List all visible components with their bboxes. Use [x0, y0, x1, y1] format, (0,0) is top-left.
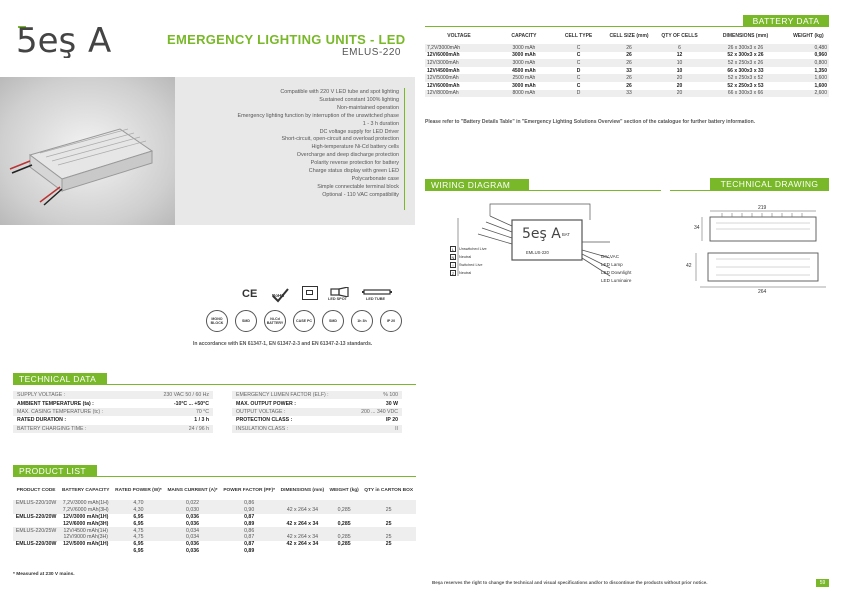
battery-cell: 52 x 250x3 x 52 [703, 74, 788, 82]
tech-row [232, 391, 402, 399]
battery-cell: 26 [626, 82, 632, 89]
tech-value: 200 ... 340 VDC [350, 408, 402, 416]
product-row [13, 500, 416, 507]
product-cell [361, 527, 416, 534]
technical-data-header: TECHNICAL DATA [13, 373, 107, 385]
battery-cell: 26 [626, 52, 632, 59]
battery-cell: 3000 mAh [512, 82, 536, 89]
tech-row [232, 425, 402, 433]
tech-row [232, 408, 402, 416]
feature-item: Compatible with 220 V LED tube and spot lighting [280, 89, 399, 95]
product-cell [13, 534, 59, 541]
product-cell: 0,89 [244, 547, 255, 554]
drawing-width-bottom: 264 [758, 289, 767, 295]
tech-value: % 100 [350, 391, 402, 399]
product-cell: 0,022 [165, 500, 221, 507]
tech-row [13, 416, 213, 424]
product-cell [361, 548, 416, 555]
led-tube-icon [362, 289, 392, 297]
product-col-header: RATED POWER (W)* [115, 488, 162, 493]
battery-cell: 20 [676, 82, 683, 89]
tech-row [13, 391, 213, 399]
feature-item: Polarity reverse protection for battery [310, 160, 399, 167]
svg-text:A: A [88, 21, 112, 58]
product-cell: 42 x 264 x 34 [286, 541, 319, 548]
standards-note: In accordance with EN 61347-1, EN 61347-2-3 and EN 61347-2-13 standards. [193, 341, 373, 347]
drawing-height-bottom: 42 [686, 263, 692, 269]
product-cell: 25 [385, 541, 392, 548]
tech-row [13, 399, 213, 407]
feature-badge-icon: IP 20 [380, 310, 402, 332]
battery-row [425, 90, 829, 98]
product-cell: 0,87 [244, 541, 255, 548]
product-row [13, 514, 416, 521]
product-cell: 12V/3000 mAh(1H) [63, 513, 109, 520]
feature-item: Polycarbonate case [351, 175, 399, 182]
feature-item: Optional - 110 VAC compatibility [322, 191, 399, 198]
battery-cell: 10 [656, 59, 703, 67]
product-cell: 0,285 [327, 534, 361, 541]
feature-item: Charge status display with green LED [308, 168, 399, 175]
wiring-model-label: EMLUS-220 [526, 250, 549, 255]
battery-cell: 12V/5000mAh [425, 74, 493, 82]
battery-cell: 0,960 [814, 52, 827, 59]
technical-drawing-header: TECHNICAL DRAWING [710, 178, 829, 190]
product-col-header: PRODUCT CODE [16, 488, 56, 493]
drawing-height-top: 34 [694, 225, 700, 231]
battery-cell: 3000 mAh [493, 59, 555, 67]
product-cell [361, 500, 416, 507]
feature-item: Short-circuit, open-circuit and overload protection [281, 136, 399, 143]
product-cell: 0,030 [165, 507, 221, 514]
technical-data-rule [13, 384, 416, 385]
product-cell [327, 548, 361, 555]
battery-cell: 52 x 250x3 x 26 [703, 59, 788, 67]
product-cell: 4,75 [112, 534, 164, 541]
feature-item: Sustained constant 100% lighting [319, 96, 399, 103]
tech-label: OUTPUT VOLTAGE : [232, 408, 350, 416]
product-cell: 0,036 [186, 547, 199, 554]
product-cell: 0,285 [337, 541, 351, 548]
product-cell: 0,90 [220, 507, 277, 514]
tech-row [232, 416, 402, 424]
wiring-terminal-label: Z [451, 271, 455, 276]
battery-cell: 52 x 250x3 x 53 [727, 82, 764, 89]
product-cell: 42 x 264 x 34 [286, 520, 319, 527]
battery-row [425, 52, 829, 60]
wiring-output-label: LED Luminaire [601, 278, 632, 283]
battery-cell: 3000 mAh [493, 44, 555, 52]
product-table [13, 482, 416, 554]
product-cell [327, 500, 361, 507]
brand-logo-icon [14, 18, 114, 58]
product-list-rule [13, 476, 416, 477]
led-tube-label: LED TUBE [366, 297, 385, 301]
product-cell: 25 [385, 520, 392, 527]
product-cell: 6,95 [133, 541, 144, 548]
product-col-header: QTY in CARTON BOX [364, 488, 414, 493]
battery-cell: 1,350 [814, 67, 827, 74]
feature-item: High-temperature Ni-Cd battery cells [311, 144, 399, 151]
battery-cell: 10 [676, 67, 683, 74]
product-col-header: WEIGHT (kg) [329, 488, 359, 493]
battery-cell: 0,480 [788, 44, 829, 52]
battery-table [425, 28, 829, 97]
svg-text:5eş: 5eş [16, 21, 77, 58]
wiring-terminal-text: Unswitched Live [459, 247, 487, 251]
product-cell: 25 [361, 507, 416, 514]
technical-data-right [232, 391, 402, 433]
battery-cell: 3000 mAh [512, 52, 536, 59]
feature-list [169, 89, 399, 200]
product-cell: 12V/9000 mAh(3H) [59, 534, 112, 541]
wiring-terminal-label: ⏚ [451, 263, 455, 268]
battery-cell: D [576, 67, 581, 74]
tech-label: MAX. CASING TEMPERATURE (tc) : [13, 408, 140, 416]
battery-cell: 6 [656, 44, 703, 52]
technical-data-left [13, 391, 213, 433]
product-col-header: BATTERY CAPACITY [61, 488, 110, 493]
battery-col-capacity: CAPACITY [511, 33, 537, 39]
battery-col-qty: QTY OF CELLS [661, 33, 698, 39]
product-cell: 6,95 [133, 547, 144, 554]
technical-drawing-rule [670, 190, 829, 191]
battery-cell: 26 [602, 59, 656, 67]
battery-cell: 4500 mAh [512, 67, 536, 74]
battery-data-rule [425, 26, 829, 27]
product-cell: 0,86 [220, 527, 277, 534]
battery-col-cell-type: CELL TYPE [564, 33, 593, 39]
battery-row [425, 67, 829, 75]
product-row [13, 527, 416, 534]
product-cell [13, 548, 59, 555]
product-row [13, 548, 416, 555]
wiring-diagram-rule [425, 190, 661, 191]
product-cell [13, 520, 59, 527]
page-title: EMERGENCY LIGHTING UNITS - LED [167, 32, 406, 47]
feature-badge-icon: CASE PC [293, 310, 315, 332]
product-cell: 0,87 [220, 534, 277, 541]
battery-cell: 12V/6000mAh [427, 52, 460, 59]
tech-value: 1 / 3 h [194, 417, 209, 424]
battery-data-header: BATTERY DATA [743, 15, 829, 27]
rohs-label: RoHS [272, 293, 285, 298]
battery-row [425, 59, 829, 67]
product-cell: 42 x 264 x 34 [278, 507, 327, 514]
wiring-output-label: LED Lamp [601, 262, 623, 267]
product-cell: 4,75 [112, 527, 164, 534]
battery-cell: 66 x 300x3 x 66 [703, 90, 788, 98]
battery-note: Please refer to "Battery Details Table" in "Emergency Lighting Solutions Overview" section of the catalogue for further battery information. [425, 119, 756, 125]
battery-cell: 12V/6000mAh [427, 82, 460, 89]
tech-value: 230 VAC 50 / 60 Hz [140, 391, 213, 399]
wiring-diagram-header: WIRING DIAGRAM [425, 179, 529, 191]
wiring-diagram [440, 196, 660, 292]
product-cell: 0,87 [244, 513, 255, 520]
tech-value: -10°C ... +50°C [173, 400, 209, 407]
drawing-width-top: 219 [758, 205, 767, 211]
product-cell: 0,034 [165, 527, 221, 534]
battery-cell: C [576, 52, 581, 59]
battery-cell: 1,600 [788, 74, 829, 82]
battery-cell: 20 [656, 90, 703, 98]
wiring-logo: 5eş A [522, 226, 561, 242]
technical-drawing [672, 205, 834, 295]
product-cell: 0,036 [186, 541, 199, 548]
product-cell: 12V/5000 mAh(1H) [63, 541, 109, 548]
product-cell [327, 527, 361, 534]
product-cell: 0,86 [220, 500, 277, 507]
footer-disclaimer: Beşa reserves the right to change the technical and visual specifications and/or to discontinue the products without prior notice. [432, 580, 708, 585]
product-cell: 0,285 [327, 507, 361, 514]
battery-cell: 2,600 [788, 90, 829, 98]
product-col-header: MAINS CURRENT (A)* [167, 488, 218, 493]
battery-cell: 1,600 [814, 82, 827, 89]
battery-cell: 52 x 300x3 x 26 [727, 52, 764, 59]
tech-label: PROTECTION CLASS : [236, 417, 293, 424]
battery-cell: 12V/4500mAh [427, 67, 460, 74]
battery-col-dimensions: DIMENSIONS (mm) [722, 33, 769, 39]
product-list-header: PRODUCT LIST [13, 465, 97, 477]
feature-item: Overcharge and deep discharge protection [296, 152, 399, 159]
product-cell: EMLUS-220/10W [13, 500, 59, 507]
product-row [13, 534, 416, 541]
battery-cell: 33 [626, 67, 632, 74]
tech-value: 30 W [385, 400, 398, 407]
product-row [13, 507, 416, 514]
tech-label: AMBIENT TEMPERATURE (ta) : [17, 400, 94, 407]
product-cell [278, 500, 327, 507]
feature-item: Emergency lighting function by interruption of the unswitched phase [237, 112, 399, 119]
feature-badge-icon: 1h 3h [351, 310, 373, 332]
feature-item: 1 - 3 h duration [362, 120, 399, 127]
product-cell: 6,95 [133, 520, 144, 527]
battery-cell: D [555, 90, 602, 98]
wiring-output-label: DIV VAC [601, 254, 620, 259]
product-cell [59, 548, 112, 555]
product-row [13, 541, 416, 548]
battery-col-cell-size: CELL SIZE (mm) [609, 33, 649, 39]
wiring-terminal-label: N [451, 255, 455, 260]
battery-cell: C [555, 59, 602, 67]
brand-logo [14, 18, 114, 63]
product-cell: EMLUS-220/20W [15, 513, 57, 520]
product-cell: 0,034 [165, 534, 221, 541]
tech-label: MAX. OUTPUT POWER : [236, 400, 296, 407]
battery-cell: C [555, 74, 602, 82]
product-cell [327, 514, 361, 521]
product-cell [278, 548, 327, 555]
product-cell: 6,95 [133, 513, 144, 520]
product-cell: 4,70 [112, 500, 164, 507]
product-row [13, 520, 416, 527]
battery-cell: 66 x 300x3 x 33 [727, 67, 764, 74]
battery-cell: 2500 mAh [493, 74, 555, 82]
product-cell: 25 [361, 534, 416, 541]
battery-cell: 26 [602, 44, 656, 52]
product-cell: 0,036 [186, 513, 199, 520]
tech-row [13, 408, 213, 416]
battery-col-voltage: VOLTAGE [447, 33, 471, 39]
feature-item: Non-maintained operation [336, 104, 399, 111]
tech-value: 24 / 96 h [140, 425, 213, 433]
feature-badge-icon: SMD [322, 310, 344, 332]
product-cell [13, 507, 59, 514]
product-cell: 12V/6000 mAh(3H) [63, 520, 109, 527]
product-note: * Measured at 230 V mains. [13, 572, 75, 577]
product-cell: 7,2V/6000 mAh(3H) [59, 507, 112, 514]
product-cell: 4,30 [112, 507, 164, 514]
battery-cell: 33 [602, 90, 656, 98]
class-ii-icon [302, 286, 318, 300]
battery-row [425, 82, 829, 90]
wiring-terminal-text: Neutral [459, 271, 472, 275]
battery-cell: 12 [676, 52, 683, 59]
product-cell: 0,036 [186, 520, 199, 527]
battery-cell: 26 x 300x3 x 26 [703, 44, 788, 52]
battery-cell: 12V/3000mAh [425, 59, 493, 67]
cert-row [236, 285, 416, 305]
battery-col-weight: WEIGHT (kg) [793, 33, 824, 39]
wiring-terminal-text: Neutral [459, 255, 472, 259]
tech-row [13, 425, 213, 433]
technical-drawing-svg [672, 205, 834, 295]
battery-cell: 26 [602, 74, 656, 82]
led-spot-label: LED SPOT [328, 297, 347, 301]
tech-value: IP 20 [385, 417, 398, 424]
tech-label: BATTERY CHARGING TIME : [13, 425, 140, 433]
battery-cell: C [576, 82, 581, 89]
tech-value: II [350, 425, 402, 433]
wiring-bat-label: BAT [562, 232, 570, 237]
wiring-terminal-text: Switched Live [459, 263, 483, 267]
battery-cell: 8000 mAh [493, 90, 555, 98]
product-cell: EMLUS-220/30W [15, 541, 57, 548]
feature-badge-icon: Ni-Cd BATTERY [264, 310, 286, 332]
wiring-output-label: LED Downlight [601, 270, 632, 275]
feature-icon-row [206, 310, 416, 336]
product-cell: 7,2V/3000 mAh(1H) [59, 500, 112, 507]
product-cell: 12V/4500 mAh(1H) [59, 527, 112, 534]
battery-row [425, 74, 829, 82]
product-cell [278, 527, 327, 534]
product-cell: EMLUS-220/25W [13, 527, 59, 534]
battery-cell: 12V/8000mAh [425, 90, 493, 98]
tech-label: RATED DURATION : [17, 417, 67, 424]
product-cell: 0,89 [244, 520, 255, 527]
battery-cell: 0,800 [788, 59, 829, 67]
feature-badge-icon: MONO BLOCK [206, 310, 228, 332]
product-cell [361, 514, 416, 521]
product-photo [0, 77, 175, 225]
battery-row [425, 44, 829, 52]
battery-cell: 20 [656, 74, 703, 82]
tech-row [232, 399, 402, 407]
tech-label: EMERGENCY LUMEN FACTOR (ELF) : [232, 391, 350, 399]
product-cell: 42 x 264 x 34 [278, 534, 327, 541]
page-number: 59 [816, 579, 829, 587]
feature-divider [404, 88, 405, 210]
product-cell [278, 514, 327, 521]
product-col-header: POWER FACTOR (PF)* [223, 488, 275, 493]
feature-item: DC voltage supply for LED Driver [319, 128, 399, 135]
tech-label: INSULATION CLASS : [232, 425, 350, 433]
tech-value: 70 °C [140, 408, 213, 416]
tech-label: SUPPLY VOLTAGE : [13, 391, 140, 399]
product-col-header: DIMENSIONS (mm) [280, 488, 325, 493]
battery-cell: C [555, 44, 602, 52]
battery-cell: 7,2V/3000mAh [425, 44, 493, 52]
model-name: EMLUS-220 [342, 47, 401, 58]
feature-item: Simple connectable terminal block [317, 183, 399, 190]
product-cell: 0,285 [337, 520, 351, 527]
feature-badge-icon: SMD [235, 310, 257, 332]
wiring-terminal-label: L [451, 247, 455, 252]
ce-mark-icon: CE [242, 288, 258, 300]
